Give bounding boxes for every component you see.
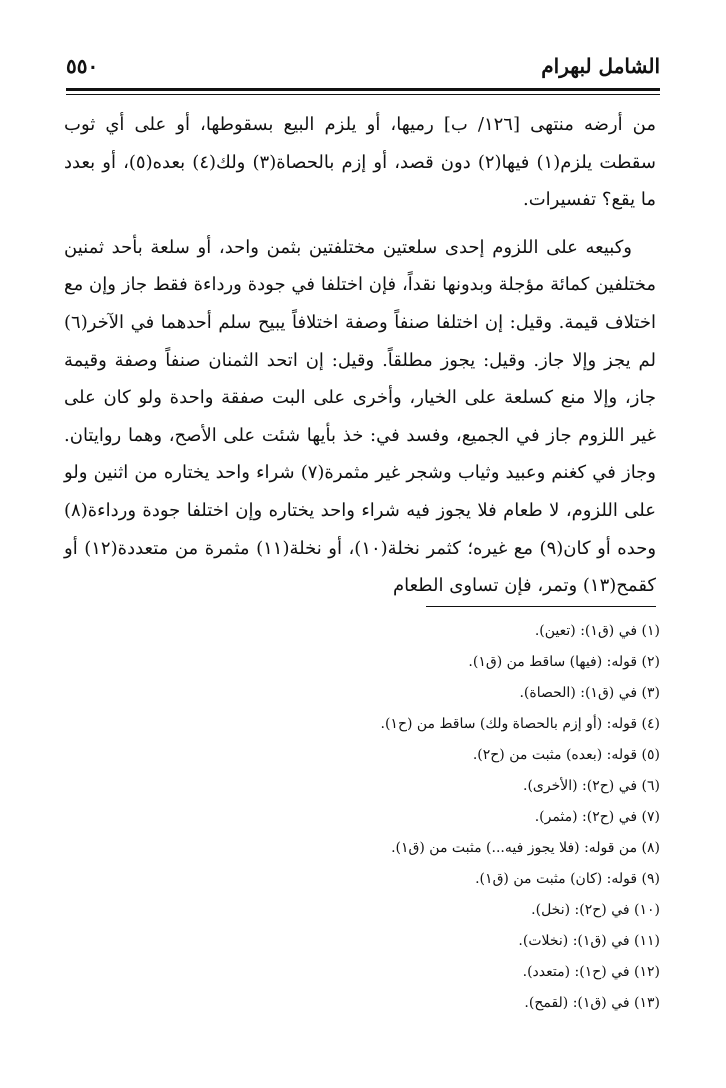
running-title: الشامل لبهرام <box>541 54 660 78</box>
footnote-item: (١٣) في (ق١): (لقمح). <box>524 995 660 1011</box>
header-rule-thick <box>66 88 660 91</box>
footnote-item: (٩) قوله: (كان) مثبت من (ق١). <box>475 871 660 887</box>
paragraph-sale-rules: وكبيعه على اللزوم إحدى سلعتين مختلفتين بثمن واحد، أو سلعة بأحد ثمنين مختلفين كمائة مؤجلة وبدونها نقداً، فإن اختلفا في جودة ورداءة فقط جاز وإن مع اختلاف قيمة. وقيل: إن اختلفا صنفاً وصفة اختلافاً يبيح سلم أحدهما في الآخر(٦) لم يجز وإلا جاز. وقيل: يجوز مطلقاً. وقيل: إن اتحد الثمنان صنفاً وصفة وقيمة جاز، وإلا منع كسلعة على الخيار، وأخرى على البت صفقة واحدة ولو كان على غير اللزوم جاز في الجميع، وفسد في: خذ بأيها شئت على الأصح، وهما روايتان. وجاز في كغنم وعبيد وثياب وشجر غير مثمرة(٧) شراء واحد يختاره من اثنين ولو على اللزوم، لا طعام فلا يجوز فيه شراء واحد يختاره وإن اختلفا جودة ورداءة(٨) وحده أو كان(٩) مع غيره؛ كثمر نخلة(١٠)، أو نخلة(١١) مثمرة من متعددة(١٢) أو كقمح(١٣) وتمر، فإن تساوى الطعام <box>64 236 657 597</box>
footnote-item: (٨) من قوله: (فلا يجوز فيه...) مثبت من (ق١). <box>391 840 660 856</box>
footnote-item: (١٠) في (ح٢): (نخل). <box>531 902 660 918</box>
footnotes-list <box>120 618 660 1021</box>
page-header <box>66 54 660 88</box>
footnote-separator <box>426 606 656 607</box>
footnote-item: (٢) قوله: (فيها) ساقط من (ق١). <box>468 654 660 670</box>
footnote-item: (٤) قوله: (أو إزم بالحصاة ولك) ساقط من (ح١). <box>380 716 660 732</box>
footnote-item: (٦) في (ح٢): (الأخرى). <box>523 778 660 794</box>
page-number: ٥٥٠ <box>66 54 99 78</box>
footnote-item: (٥) قوله: (بعده) مثبت من (ح٢). <box>472 747 660 763</box>
header-rule-thin <box>66 94 660 95</box>
paragraph-continuation: من أرضه منتهى [١٢٦/ ب] رميها، أو يلزم البيع بسقوطها، أو على أي ثوب سقطت يلزم(١) فيها(٢) دون قصد، أو إزم بالحصاة(٣) ولك(٤) بعده(٥)، أو بعدد ما يقع؟ تفسيرات. <box>64 114 656 211</box>
footnote-item: (١٢) في (ح١): (متعدد). <box>522 964 660 980</box>
main-text <box>64 106 656 605</box>
footnote-item: (٣) في (ق١): (الحصاة). <box>519 685 660 701</box>
footnote-item: (٧) في (ح٢): (مثمر). <box>534 809 660 825</box>
footnote-item: (١) في (ق١): (تعين). <box>534 623 660 639</box>
footnote-item: (١١) في (ق١): (نخلات). <box>518 933 660 949</box>
